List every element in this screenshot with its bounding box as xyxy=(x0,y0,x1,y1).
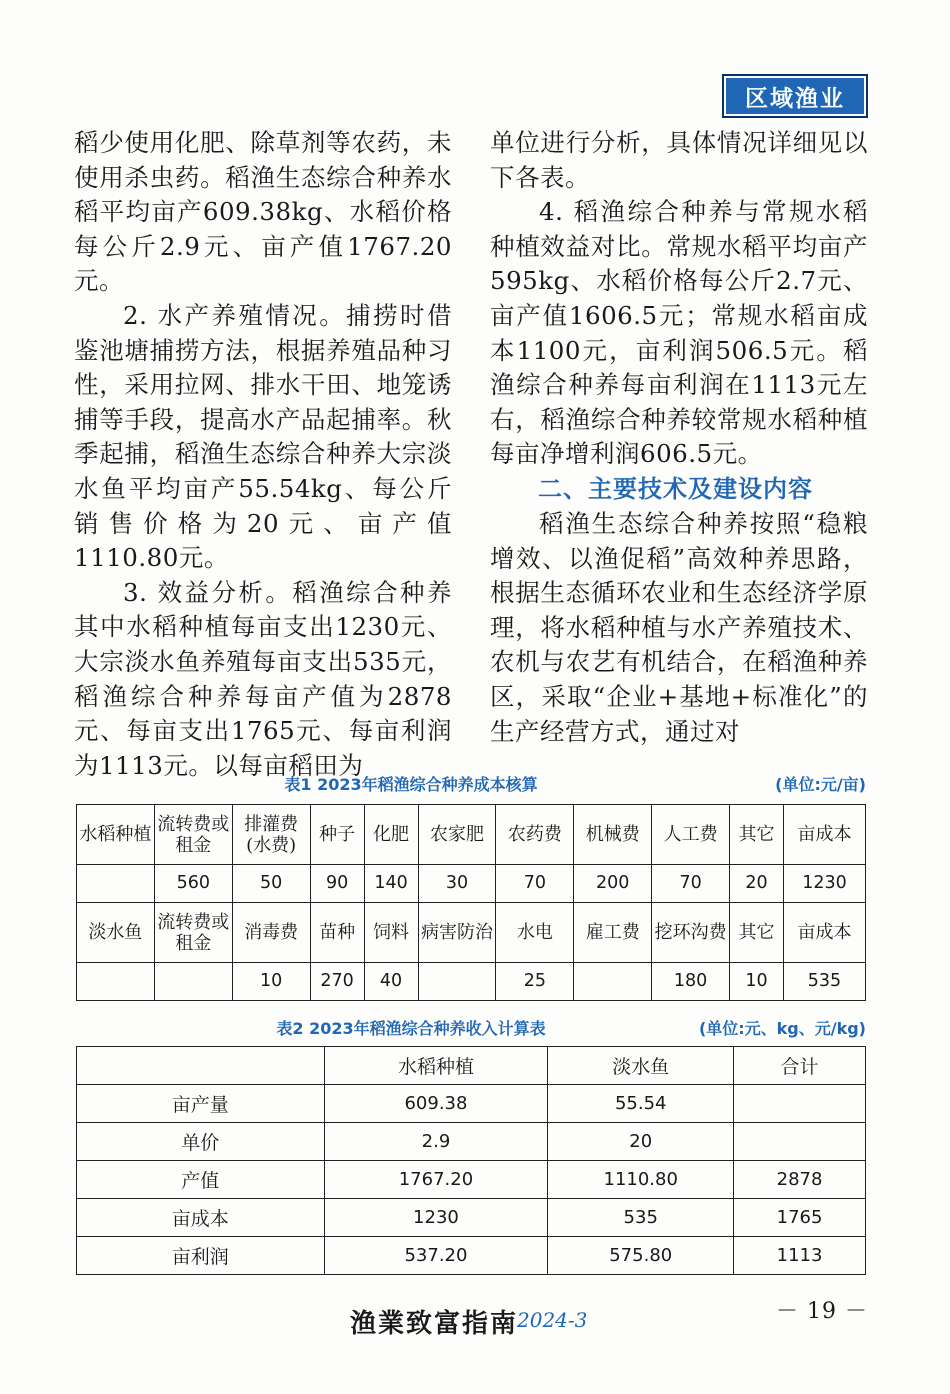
journal-title: 渔業致富指南 xyxy=(350,1309,519,1339)
table-row xyxy=(77,1161,866,1199)
table1-unit: (单位:元/亩) xyxy=(775,775,866,794)
table-cell: 流转费或租金 xyxy=(154,805,232,865)
left-column xyxy=(74,126,452,783)
table-cell: 1230 xyxy=(783,865,865,903)
table-cell: 淡水鱼 xyxy=(77,903,155,963)
table-cell: 水电 xyxy=(496,903,574,963)
table-cell: 200 xyxy=(574,865,652,903)
table-cell: 机械费 xyxy=(574,805,652,865)
table-cell xyxy=(154,963,232,1001)
table-cell: 流转费或租金 xyxy=(154,903,232,963)
table-cell: 1113 xyxy=(734,1237,866,1275)
row-label: 单价 xyxy=(77,1123,325,1161)
table1-caption-bar xyxy=(76,772,866,794)
table-cell: 25 xyxy=(496,963,574,1001)
table-cell: 10 xyxy=(730,963,784,1001)
table-row xyxy=(77,903,866,963)
table-row xyxy=(77,805,866,865)
table-row xyxy=(77,963,866,1001)
table-cell xyxy=(574,963,652,1001)
table-row xyxy=(77,865,866,903)
table-cell: 化肥 xyxy=(364,805,418,865)
table-cell: 90 xyxy=(310,865,364,903)
right-paragraph-1: 单位进行分析，具体情况详细见以下各表。 xyxy=(490,128,868,192)
table-cell: 10 xyxy=(232,963,310,1001)
table-header-cell: 水稻种植 xyxy=(324,1047,548,1085)
section-heading: 二、主要技术及建设内容 xyxy=(538,474,813,503)
table-cell: 2.9 xyxy=(324,1123,548,1161)
table-cell xyxy=(418,963,496,1001)
table-cell: 40 xyxy=(364,963,418,1001)
table-cell: 其它 xyxy=(730,805,784,865)
table-cell: 排灌费(水费) xyxy=(232,805,310,865)
table-cell: 1767.20 xyxy=(324,1161,548,1199)
table-cell: 苗种 xyxy=(310,903,364,963)
table-cell: 70 xyxy=(496,865,574,903)
table-cell: 609.38 xyxy=(324,1085,548,1123)
table-cell: 挖环沟费 xyxy=(652,903,730,963)
table-cell: 2878 xyxy=(734,1161,866,1199)
table-cell: 50 xyxy=(232,865,310,903)
table-cell: 270 xyxy=(310,963,364,1001)
table-cell: 农药费 xyxy=(496,805,574,865)
table2-caption-bar xyxy=(76,1016,866,1038)
table-row xyxy=(77,1085,866,1123)
table-cell: 180 xyxy=(652,963,730,1001)
table-cell xyxy=(734,1123,866,1161)
table-cell: 其它 xyxy=(730,903,784,963)
table-cell: 1230 xyxy=(324,1199,548,1237)
left-paragraph-3: 3. 效益分析。稻渔综合种养其中水稻种植每亩支出1230元、大宗淡水鱼养殖每亩支出535元，稻渔综合种养每亩产值为2878元、每亩支出1765元、每亩利润为1113元。以每亩稻田为 xyxy=(74,577,452,780)
table-cell: 农家肥 xyxy=(418,805,496,865)
table-header-row xyxy=(77,1047,866,1085)
table-cell: 537.20 xyxy=(324,1237,548,1275)
table-cell: 140 xyxy=(364,865,418,903)
row-label: 亩产量 xyxy=(77,1085,325,1123)
table-cell: 水稻种植 xyxy=(77,805,155,865)
table-cell: 30 xyxy=(418,865,496,903)
right-paragraph-3: 稻渔生态综合种养按照“稳粮增效、以渔促稻”高效种养思路，根据生态循环农业和生态经济学原理，将水稻种植与水产养殖技术、农机与农艺有机结合，在稻渔种养区，采取“企业+基地+标准化”的生产经营方式，通过对 xyxy=(490,508,868,746)
table-cell: 70 xyxy=(652,865,730,903)
table-cell: 人工费 xyxy=(652,805,730,865)
table-cell: 雇工费 xyxy=(574,903,652,963)
row-label: 亩利润 xyxy=(77,1237,325,1275)
table-cell: 亩成本 xyxy=(783,805,865,865)
table-cell xyxy=(734,1085,866,1123)
table-cell: 560 xyxy=(154,865,232,903)
table-header-cell xyxy=(77,1047,325,1085)
table1-caption: 表1 2023年稻渔综合种养成本核算 xyxy=(284,775,538,794)
table-cell: 病害防治 xyxy=(418,903,496,963)
cost-table xyxy=(76,804,866,1001)
table-cell xyxy=(77,963,155,1001)
table-cell: 消毒费 xyxy=(232,903,310,963)
table-header-cell: 合计 xyxy=(734,1047,866,1085)
left-paragraph-1: 稻少使用化肥、除草剂等农药，未使用杀虫药。稻渔生态综合种养水稻平均亩产609.38kg、水稻价格每公斤2.9元、亩产值1767.20元。 xyxy=(74,128,452,296)
row-label: 亩成本 xyxy=(77,1199,325,1237)
table-cell: 55.54 xyxy=(548,1085,734,1123)
row-label: 产值 xyxy=(77,1161,325,1199)
page-number: － 19 － xyxy=(776,1299,868,1324)
table-cell: 535 xyxy=(783,963,865,1001)
table-header-cell: 淡水鱼 xyxy=(548,1047,734,1085)
table-cell: 饲料 xyxy=(364,903,418,963)
table-cell: 1765 xyxy=(734,1199,866,1237)
right-column xyxy=(490,126,868,749)
table-cell xyxy=(77,865,155,903)
income-table xyxy=(76,1046,866,1275)
table-cell: 1110.80 xyxy=(548,1161,734,1199)
table-cell: 535 xyxy=(548,1199,734,1237)
section-badge: 区域渔业 xyxy=(722,74,868,118)
table-cell: 种子 xyxy=(310,805,364,865)
table-cell: 575.80 xyxy=(548,1237,734,1275)
issue-number: 2024-3 xyxy=(517,1308,588,1332)
table-cell: 20 xyxy=(730,865,784,903)
table-row xyxy=(77,1123,866,1161)
table-cell: 亩成本 xyxy=(783,903,865,963)
table-cell: 20 xyxy=(548,1123,734,1161)
right-paragraph-2: 4. 稻渔综合种养与常规水稻种植效益对比。常规水稻平均亩产595kg、水稻价格每公斤2.7元、亩产值1606.5元；常规水稻亩成本1100元，亩利润506.5元。稻渔综合种养每亩利润在1113元左右，稻渔综合种养较常规水稻种植每亩净增利润606.5元。 xyxy=(490,197,868,469)
table2-caption: 表2 2023年稻渔综合种养收入计算表 xyxy=(276,1019,546,1038)
table2-unit: (单位:元、kg、元/kg) xyxy=(698,1019,866,1038)
left-paragraph-2: 2. 水产养殖情况。捕捞时借鉴池塘捕捞方法，根据养殖品种习性，采用拉网、排水干田、地笼诱捕等手段，提高水产品起捕率。秋季起捕，稻渔生态综合种养大宗淡水鱼平均亩产55.54kg、每公斤销售价格为20元、亩产值1110.80元。 xyxy=(74,300,452,573)
table-row xyxy=(77,1199,866,1237)
table-row xyxy=(77,1237,866,1275)
